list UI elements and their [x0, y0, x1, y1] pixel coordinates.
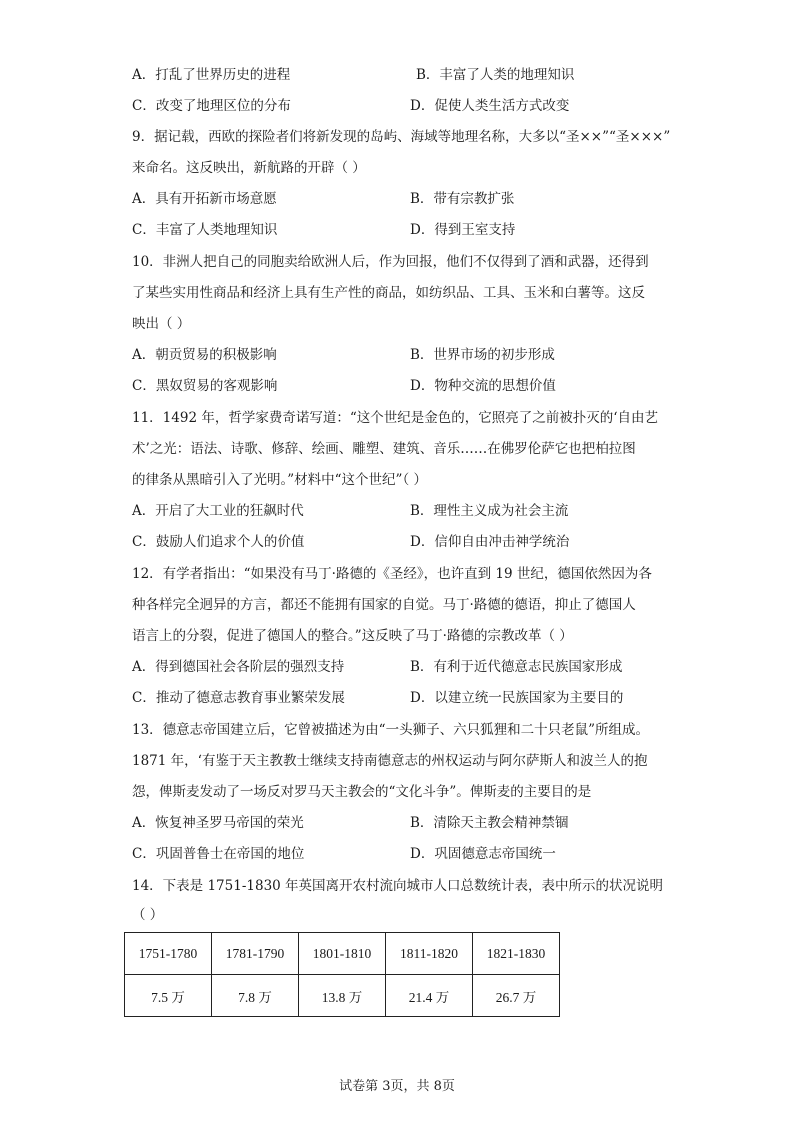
q13-stem-line2: 1871 年，‘有鉴于天主教教士继续支持南德意志的州权运动与阿尔萨斯人和波兰人的抱 [132, 753, 648, 769]
q8-option-c: C．改变了地理区位的分布 [132, 98, 291, 114]
table-cell: 13.8 万 [299, 975, 386, 1017]
table-header-cell: 1821-1830 [473, 933, 560, 975]
q9-option-a: A．具有开拓新市场意愿 [132, 191, 277, 207]
table-cell: 26.7 万 [473, 975, 560, 1017]
q12-stem-line2: 种各样完全迥异的方言，都还不能拥有国家的自觉。马丁·路德的德语，抑止了德国人 [132, 597, 636, 613]
page-footer: 试卷第 3页，共 8页 [339, 1079, 455, 1094]
q10-option-d: D．物种交流的思想价值 [410, 378, 556, 394]
table-row [125, 975, 560, 1017]
q9-stem-line1: 9．据记载，西欧的探险者们将新发现的岛屿、海域等地理名称，大多以“圣××”“圣×××” [132, 129, 671, 145]
q13-option-b: B．清除天主教会精神禁锢 [410, 815, 569, 831]
q8-option-b: B．丰富了人类的地理知识 [416, 67, 575, 83]
q12-option-a: A．得到德国社会各阶层的强烈支持 [132, 659, 345, 675]
q12-stem-line1: 12．有学者指出：“如果没有马丁·路德的《圣经》，也许直到 19 世纪，德国依然因为各 [132, 566, 652, 582]
q11-stem-line2: 术’之光：语法、诗歌、修辞、绘画、雕塑、建筑、音乐……在佛罗伦萨它也把柏拉图 [132, 441, 636, 457]
q13-stem-line1: 13．德意志帝国建立后，它曾被描述为由“一头狮子、六只狐狸和二十只老鼠”所组成。 [132, 722, 649, 738]
q9-stem-line2: 来命名。这反映出，新航路的开辟（ ） [132, 160, 366, 176]
q9-option-b: B．带有宗教扩张 [410, 191, 515, 207]
q11-stem-line3: 的律条从黑暗引入了光明。”材料中“这个世纪”（ ） [132, 472, 427, 488]
q13-stem-line3: 怨，俾斯麦发动了一场反对罗马天主教会的“文化斗争”。俾斯麦的主要目的是 [132, 784, 592, 800]
table-cell: 21.4 万 [386, 975, 473, 1017]
table-cell: 7.5 万 [125, 975, 212, 1017]
q10-option-a: A．朝贡贸易的积极影响 [132, 347, 277, 363]
q11-option-b: B．理性主义成为社会主流 [410, 503, 569, 519]
q10-stem-line3: 映出（ ） [132, 316, 191, 332]
q12-option-b: B．有利于近代德意志民族国家形成 [410, 659, 623, 675]
q10-stem-line2: 了某些实用性商品和经济上具有生产性的商品，如纺织品、工具、玉米和白薯等。这反 [132, 285, 645, 301]
q10-option-b: B．世界市场的初步形成 [410, 347, 555, 363]
q11-option-d: D．信仰自由冲击神学统治 [410, 534, 570, 550]
table-header-row [125, 933, 560, 975]
q10-option-c: C．黑奴贸易的客观影响 [132, 378, 278, 394]
q13-option-a: A．恢复神圣罗马帝国的荣光 [132, 815, 304, 831]
q11-option-c: C．鼓励人们追求个人的价值 [132, 534, 305, 550]
q11-option-a: A．开启了大工业的狂飙时代 [132, 503, 304, 519]
q9-option-c: C．丰富了人类地理知识 [132, 222, 278, 238]
table-cell: 7.8 万 [212, 975, 299, 1017]
table-header-cell: 1811-1820 [386, 933, 473, 975]
table-header-cell: 1781-1790 [212, 933, 299, 975]
q14-stem-line1: 14．下表是 1751-1830 年英国离开农村流向城市人口总数统计表，表中所示的状况说明 [132, 878, 664, 894]
q13-option-d: D．巩固德意志帝国统一 [410, 846, 556, 862]
q9-option-d: D．得到王室支持 [410, 222, 516, 238]
q8-option-a: A．打乱了世界历史的进程 [132, 67, 291, 83]
q13-option-c: C．巩固普鲁士在帝国的地位 [132, 846, 305, 862]
q12-option-d: D．以建立统一民族国家为主要目的 [410, 690, 624, 706]
q14-stem-line2: （ ） [132, 907, 164, 923]
q10-stem-line1: 10．非洲人把自己的同胞卖给欧洲人后，作为回报，他们不仅得到了酒和武器，还得到 [132, 254, 649, 270]
q12-option-c: C．推动了德意志教育事业繁荣发展 [132, 690, 345, 706]
population-table [124, 932, 560, 1017]
table-header-cell: 1801-1810 [299, 933, 386, 975]
q12-stem-line3: 语言上的分裂，促进了德国人的整合。”这反映了马丁·路德的宗教改革（ ） [132, 628, 573, 644]
q11-stem-line1: 11．1492 年，哲学家费奇诺写道：“这个世纪是金色的，它照亮了之前被扑灭的‘自由艺 [132, 410, 659, 426]
table-header-cell: 1751-1780 [125, 933, 212, 975]
q8-option-d: D．促使人类生活方式改变 [410, 98, 570, 114]
